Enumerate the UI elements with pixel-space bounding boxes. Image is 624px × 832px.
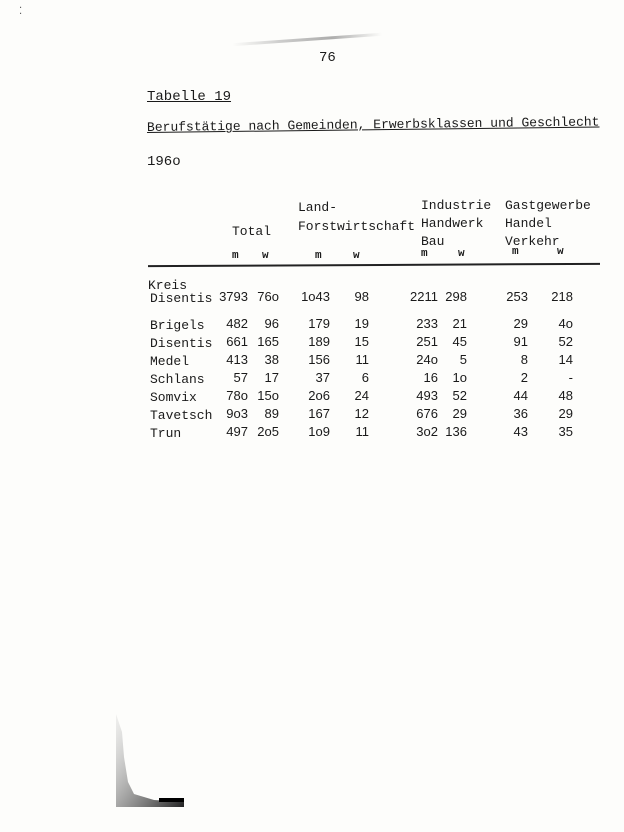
cell-ind-w: 45 — [452, 334, 467, 349]
cell-land-w: 12 — [354, 406, 369, 421]
scan-smudge — [232, 33, 382, 46]
cell-land-m: 2o6 — [308, 388, 330, 403]
page-number: 76 — [319, 50, 336, 66]
header-gast-1: Gastgewerbe — [505, 198, 591, 213]
header-gast-2: Handel — [505, 216, 552, 231]
cell-total-m: 3793 — [219, 289, 248, 304]
cell-land-w: 19 — [354, 316, 369, 331]
cell-gast-w: 4o — [558, 316, 573, 331]
cell-ind-m: 493 — [416, 388, 438, 403]
cell-gast-w: 29 — [558, 406, 573, 421]
cell-ind-m: 24o — [416, 352, 438, 367]
subheader-total-m: m — [232, 250, 239, 262]
cell-ind-w: 5 — [459, 352, 467, 367]
cell-land-w: 15 — [354, 334, 369, 349]
cell-gast-m: 8 — [520, 352, 528, 367]
cell-gast-w: 52 — [558, 334, 573, 349]
row-name: Brigels — [150, 318, 205, 333]
cell-ind-w: 29 — [452, 406, 467, 421]
row-name: Tavetsch — [150, 408, 213, 423]
cell-total-w: 76o — [257, 289, 279, 304]
cell-ind-m: 676 — [416, 406, 438, 421]
row-name: Schlans — [150, 372, 205, 387]
header-industry-3: Bau — [421, 234, 445, 249]
cell-ind-w: 21 — [452, 316, 467, 331]
cell-total-m: 482 — [226, 316, 248, 331]
cell-total-w: 17 — [264, 370, 279, 385]
header-gast-3: Verkehr — [505, 234, 560, 249]
header-land-2: Forstwirtschaft — [298, 219, 416, 234]
cell-gast-m: 44 — [513, 388, 528, 403]
cell-ind-w: 1o — [452, 370, 467, 385]
cell-total-w: 89 — [264, 406, 279, 421]
cell-ind-m: 2211 — [410, 289, 438, 304]
cell-gast-w: 48 — [558, 388, 573, 403]
cell-land-w: 24 — [354, 388, 369, 403]
cell-gast-m: 36 — [513, 406, 528, 421]
cell-total-m: 9o3 — [226, 406, 248, 421]
cell-land-w: 11 — [355, 424, 369, 439]
header-total: Total — [232, 224, 272, 239]
cell-total-w: 165 — [257, 334, 279, 349]
cell-land-m: 1o9 — [308, 424, 330, 439]
table-subtitle: Berufstätige nach Gemeinden, Erwerbsklassen und Geschlecht — [146, 114, 600, 135]
cell-land-m: 37 — [315, 370, 330, 385]
margin-mark: ⁚ — [19, 7, 23, 18]
cell-gast-m: 29 — [513, 316, 528, 331]
header-rule — [148, 263, 600, 267]
cell-gast-m: 91 — [513, 334, 528, 349]
row-name: Disentis — [150, 336, 213, 351]
cell-land-m: 167 — [308, 406, 330, 421]
cell-total-m: 57 — [233, 370, 248, 385]
cell-ind-m: 16 — [423, 370, 438, 385]
cell-total-w: 38 — [264, 352, 279, 367]
cell-land-m: 1o43 — [301, 289, 330, 304]
cell-land-m: 156 — [308, 352, 330, 367]
cell-land-w: 6 — [361, 370, 369, 385]
cell-ind-m: 251 — [416, 334, 438, 349]
subheader-gast-w: w — [557, 246, 564, 258]
cell-gast-w: 14 — [558, 352, 573, 367]
row-name: Trun — [150, 426, 182, 441]
cell-ind-w: 136 — [445, 424, 467, 439]
table-year: 196o — [147, 154, 181, 170]
cell-land-w: 11 — [355, 352, 369, 367]
subheader-ind-w: w — [458, 248, 465, 260]
subheader-total-w: w — [262, 250, 269, 262]
cell-total-m: 413 — [226, 352, 248, 367]
cell-gast-w: 218 — [551, 289, 573, 304]
cell-gast-w: 35 — [558, 424, 573, 439]
cell-total-m: 78o — [226, 388, 248, 403]
cell-gast-m: 2 — [520, 370, 528, 385]
cell-ind-m: 3o2 — [416, 424, 438, 439]
row-name: Somvix — [150, 390, 197, 405]
cell-total-w: 15o — [257, 388, 279, 403]
cell-land-m: 179 — [308, 316, 330, 331]
row-name: Disentis — [150, 291, 213, 306]
subheader-land-w: w — [353, 250, 360, 262]
cell-land-w: 98 — [354, 289, 369, 304]
cell-gast-m: 43 — [513, 424, 528, 439]
cell-ind-m: 233 — [416, 316, 438, 331]
header-industry-1: Industrie — [421, 198, 492, 213]
kreis-label: Kreis — [148, 278, 188, 293]
cell-total-w: 2o5 — [257, 424, 279, 439]
cell-gast-m: 253 — [506, 289, 528, 304]
cell-land-m: 189 — [308, 334, 330, 349]
table-title: Tabelle 19 — [147, 89, 232, 105]
cell-total-m: 661 — [226, 334, 248, 349]
cell-total-w: 96 — [264, 316, 279, 331]
cell-ind-w: 298 — [445, 289, 467, 304]
subheader-gast-m: m — [512, 246, 519, 258]
cell-total-m: 497 — [226, 424, 248, 439]
cell-ind-w: 52 — [452, 388, 467, 403]
header-land-1: Land- — [298, 200, 338, 215]
cell-gast-w: - — [568, 370, 573, 385]
subheader-ind-m: m — [421, 248, 428, 260]
scan-artifact — [114, 712, 184, 807]
row-name: Medel — [150, 354, 190, 369]
subheader-land-m: m — [315, 250, 322, 262]
header-industry-2: Handwerk — [421, 216, 484, 231]
